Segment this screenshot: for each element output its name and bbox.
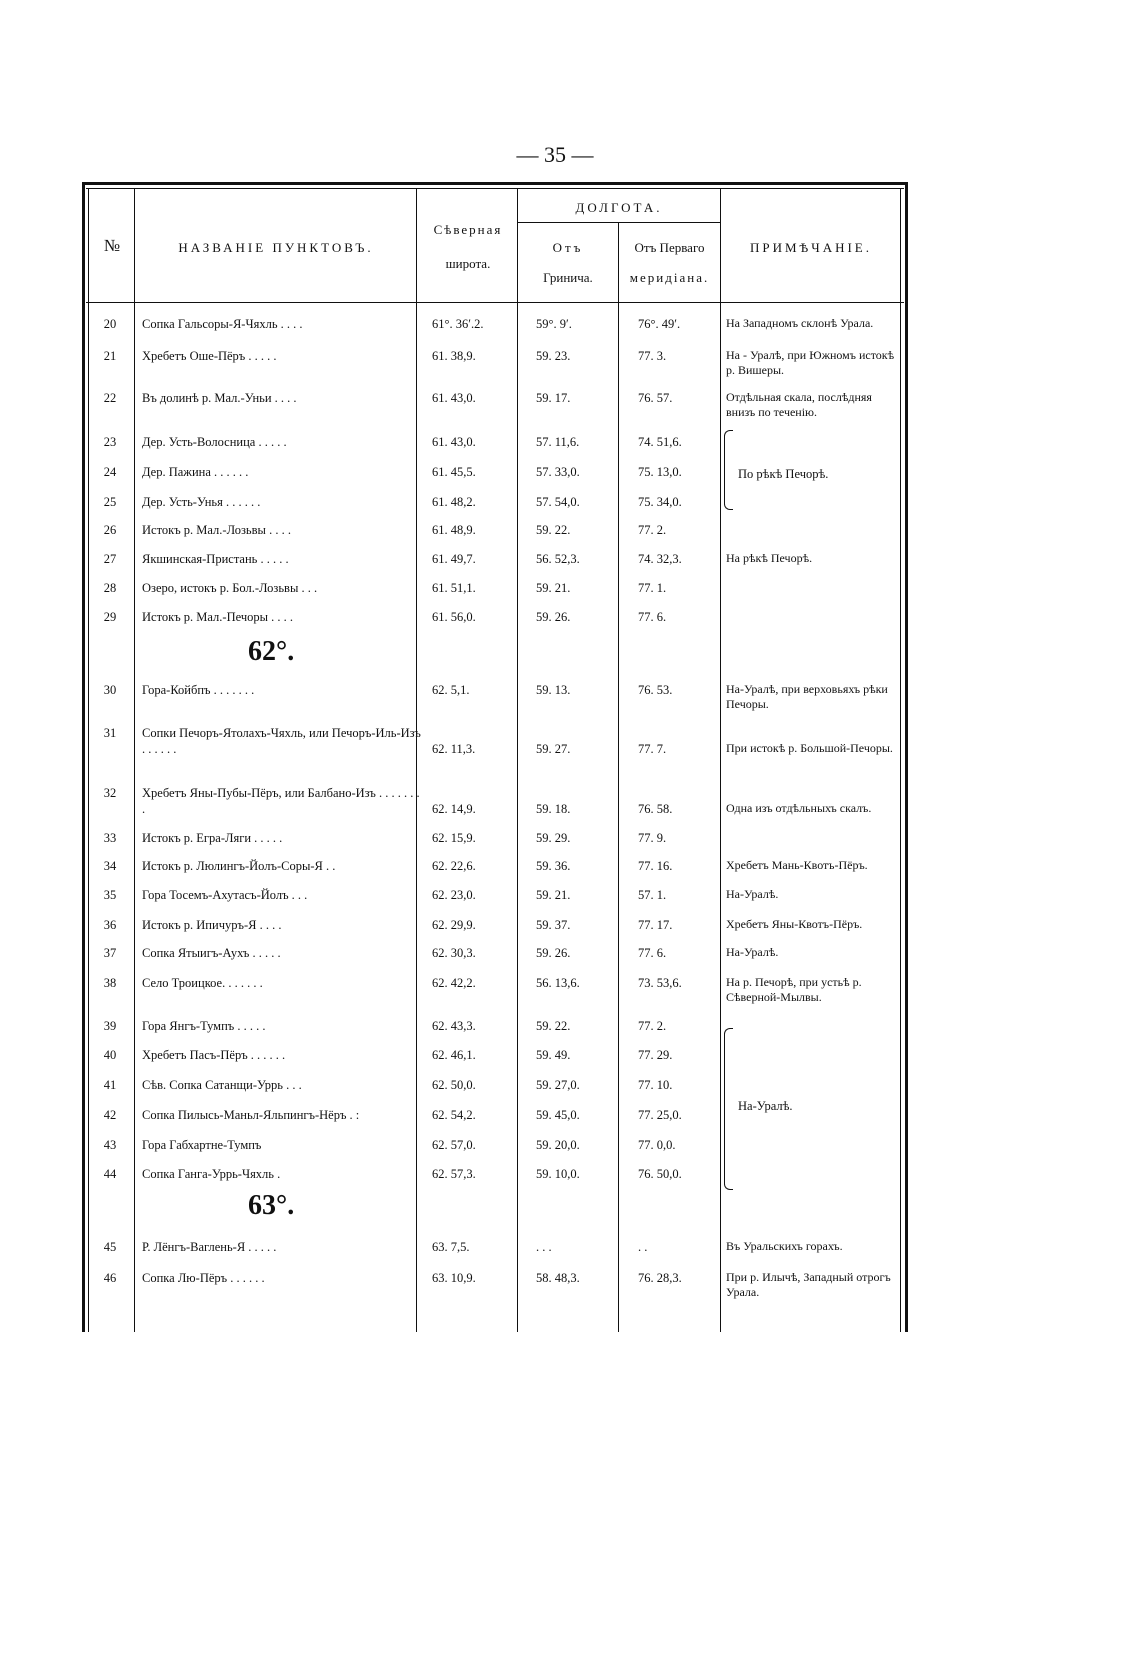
row-note: Хребетъ Яны-Квотъ-Пёръ. [726, 917, 863, 931]
degree-mark-62: 62°. [248, 636, 295, 667]
left-border-thick [82, 182, 85, 1332]
row-latitude: 62. 14,9. [432, 802, 476, 816]
row-long-ferro: 77. 7. [638, 742, 667, 756]
row-latitude: 62. 15,9. [432, 831, 476, 845]
left-border-thin [88, 188, 89, 1332]
row-latitude: 62. 57,0. [432, 1138, 476, 1152]
row-latitude: 62. 5,1. [432, 683, 470, 697]
brace-ural [724, 1028, 733, 1190]
row-long-ferro: 75. 13,0. [638, 465, 682, 479]
row-long-greenwich: 59. 36. [536, 859, 571, 873]
row-number: 27 [103, 552, 117, 566]
row-latitude: 62. 23,0. [432, 888, 476, 902]
row-note: На-Уралѣ, при верховьяхъ рѣки Печоры. [726, 682, 888, 711]
row-number: 29 [103, 610, 117, 624]
row-long-ferro: 77. 1. [638, 581, 667, 595]
row-long-ferro: 76. 57. [638, 391, 673, 405]
row-latitude: 62. 11,3. [432, 742, 476, 756]
row-number: 31 [103, 726, 117, 740]
row-long-ferro: 77. 10. [638, 1078, 673, 1092]
row-long-ferro: 77. 17. [638, 918, 673, 932]
row-long-greenwich: 59°. 9′. [536, 317, 572, 331]
row-long-ferro: 74. 32,3. [638, 552, 682, 566]
row-long-greenwich: 59. 21. [536, 581, 571, 595]
row-note: При р. Илычѣ, Западный отрогъ Урала. [726, 1270, 891, 1299]
row-long-greenwich: 59. 29. [536, 831, 571, 845]
row-latitude: 62. 46,1. [432, 1048, 476, 1062]
row-place-name: Хребетъ Оше-Пёръ . . . . . [142, 349, 277, 363]
row-long-greenwich: . . . [536, 1240, 552, 1254]
row-place-name: Село Троицкое. . . . . . . [142, 976, 263, 990]
row-place-name: Дер. Усть-Волосница . . . . . [142, 435, 287, 449]
row-note: На рѣкѣ Печорѣ. [726, 551, 813, 565]
row-place-name: Сопки Печоръ-Ятолахъ-Чяхль, или Печоръ-Иль-Изъ . . . . . . [142, 726, 421, 756]
row-latitude: 61. 38,9. [432, 349, 476, 363]
row-place-name: Озеро, истокъ р. Бол.-Лозьвы . . . [142, 581, 318, 595]
row-note: На-Уралѣ. [726, 945, 779, 959]
row-long-ferro: 77. 29. [638, 1048, 673, 1062]
row-place-name: Гора Янгъ-Тумпъ . . . . . [142, 1019, 266, 1033]
row-long-greenwich: 56. 13,6. [536, 976, 580, 990]
row-note: Одна изъ отдѣльныхъ скалъ. [726, 801, 872, 815]
row-note: На Западномъ склонѣ Урала. [726, 316, 874, 330]
row-place-name: Гора Габхартне-Тумпъ [142, 1138, 262, 1152]
row-place-name: Хребетъ Пасъ-Пёръ . . . . . . [142, 1048, 286, 1062]
row-number: 36 [103, 918, 117, 932]
brace-pechora [724, 430, 733, 510]
row-place-name: Гора Тосемъ-Ахутасъ-Йолъ . . . [142, 888, 308, 902]
row-place-name: Истокъ р. Мал.-Печоры . . . . [142, 610, 294, 624]
long-subheader-line [518, 222, 720, 223]
header-bottom-line [86, 302, 904, 303]
header-lat-1: Сѣверная [433, 222, 503, 237]
row-number: 25 [103, 495, 117, 509]
row-number: 35 [103, 888, 117, 902]
row-long-ferro: 75. 34,0. [638, 495, 682, 509]
row-place-name: Истокъ р. Егра-Ляги . . . . . [142, 831, 283, 845]
row-long-greenwich: 59. 21. [536, 888, 571, 902]
row-number: 43 [103, 1138, 117, 1152]
row-place-name: Сѣв. Сопка Сатанщи-Уррь . . . [142, 1078, 302, 1092]
row-place-name: Истокъ р. Люлингъ-Йолъ-Соры-Я . . [142, 859, 336, 873]
row-place-name: Гора-Койбпъ . . . . . . . [142, 683, 255, 697]
header-note: ПРИМѢЧАНІЕ. [749, 240, 873, 255]
row-number: 30 [103, 683, 117, 697]
row-place-name: Въ долинѣ р. Мал.-Уньи . . . . [142, 391, 297, 405]
right-border-thick [905, 182, 908, 1332]
row-note: На-Уралѣ. [726, 887, 779, 901]
row-latitude: 61. 48,9. [432, 523, 476, 537]
row-number: 32 [103, 786, 117, 800]
row-latitude: 62. 50,0. [432, 1078, 476, 1092]
header-name: НАЗВАНІЕ ПУНКТОВЪ. [178, 240, 374, 255]
row-latitude: 62. 57,3. [432, 1167, 476, 1181]
row-number: 20 [103, 317, 117, 331]
row-latitude: 62. 42,2. [432, 976, 476, 990]
row-long-greenwich: 56. 52,3. [536, 552, 580, 566]
row-number: 34 [103, 859, 117, 873]
row-latitude: 62. 22,6. [432, 859, 476, 873]
row-latitude: 62. 54,2. [432, 1108, 476, 1122]
table-top-border-thin [86, 188, 904, 189]
col-divider-5 [720, 188, 721, 1332]
row-long-ferro: 74. 51,6. [638, 435, 682, 449]
row-long-ferro: 77. 6. [638, 610, 667, 624]
row-long-greenwich: 59. 49. [536, 1048, 571, 1062]
header-green-2: Гринича. [543, 270, 593, 285]
row-number: 42 [103, 1108, 117, 1122]
row-long-ferro: 76. 53. [638, 683, 673, 697]
row-number: 22 [103, 391, 117, 405]
row-number: 33 [103, 831, 117, 845]
row-latitude: 63. 10,9. [432, 1271, 476, 1285]
row-number: 45 [103, 1240, 117, 1254]
row-latitude: 61. 49,7. [432, 552, 476, 566]
table-top-border [82, 182, 908, 185]
row-number: 26 [103, 523, 117, 537]
row-number: 39 [103, 1019, 117, 1033]
row-long-greenwich: 59. 10,0. [536, 1167, 580, 1181]
row-number: 37 [103, 946, 117, 960]
row-note: На р. Печорѣ, при устьѣ р. Сѣверной-Мылвы. [726, 975, 862, 1004]
row-place-name: Дер. Усть-Унья . . . . . . [142, 495, 261, 509]
row-long-ferro: 77. 6. [638, 946, 667, 960]
row-place-name: Р. Лёнгъ-Ваглень-Я . . . . . [142, 1240, 277, 1254]
row-long-greenwich: 59. 45,0. [536, 1108, 580, 1122]
header-ferro-2: меридіана. [629, 270, 710, 285]
row-place-name: Якшинская-Пристань . . . . . [142, 552, 289, 566]
row-long-ferro: 77. 0,0. [638, 1138, 676, 1152]
row-place-name: Сопка Ятыигъ-Аухъ . . . . . [142, 946, 281, 960]
row-long-greenwich: 59. 17. [536, 391, 571, 405]
row-long-greenwich: 59. 22. [536, 1019, 571, 1033]
row-place-name: Сопка Ганга-Уррь-Чяхль . [142, 1167, 281, 1181]
page-number: — 35 — [516, 142, 594, 167]
row-long-ferro: 77. 9. [638, 831, 667, 845]
row-place-name: Истокъ р. Ипичуръ-Я . . . . [142, 918, 282, 932]
col-divider-3 [517, 188, 518, 1332]
row-long-ferro: 77. 2. [638, 1019, 667, 1033]
row-long-ferro: 73. 53,6. [638, 976, 682, 990]
row-place-name: Сопка Пилысь-Маньл-Яльпингъ-Нёръ . : [142, 1108, 360, 1122]
row-latitude: 61. 43,0. [432, 391, 476, 405]
row-latitude: 61. 45,5. [432, 465, 476, 479]
row-number: 40 [103, 1048, 117, 1062]
row-long-ferro: 77. 16. [638, 859, 673, 873]
row-long-greenwich: 58. 48,3. [536, 1271, 580, 1285]
row-long-greenwich: 59. 27. [536, 742, 571, 756]
row-place-name: Сопка Лю-Пёръ . . . . . . [142, 1271, 265, 1285]
row-note: Хребетъ Мань-Квотъ-Пёръ. [726, 858, 868, 872]
row-latitude: 61. 43,0. [432, 435, 476, 449]
row-long-greenwich: 59. 23. [536, 349, 571, 363]
row-long-ferro: 77. 2. [638, 523, 667, 537]
row-long-greenwich: 59. 26. [536, 610, 571, 624]
header-no: № [103, 236, 121, 255]
row-note: На - Уралѣ, при Южномъ истокѣ р. Вишеры. [726, 348, 895, 377]
row-latitude: 61. 48,2. [432, 495, 476, 509]
row-long-greenwich: 57. 54,0. [536, 495, 580, 509]
header-ferro-1: Отъ Перваго [634, 240, 705, 255]
row-note: Въ Уральскихъ горахъ. [726, 1239, 843, 1253]
row-number: 28 [103, 581, 117, 595]
header-lat-2: широта. [445, 256, 491, 271]
header-green-1: Отъ [552, 240, 584, 255]
row-long-ferro: . . [638, 1240, 648, 1254]
row-long-greenwich: 59. 20,0. [536, 1138, 580, 1152]
row-number: 23 [103, 435, 117, 449]
row-latitude: 61. 56,0. [432, 610, 476, 624]
row-long-greenwich: 59. 13. [536, 683, 571, 697]
row-long-ferro: 76. 58. [638, 802, 673, 816]
row-latitude: 61°. 36′.2. [432, 317, 484, 331]
row-place-name: Сопка Гальсоры-Я-Чяхль . . . . [142, 317, 303, 331]
row-latitude: 62. 30,3. [432, 946, 476, 960]
row-long-greenwich: 57. 33,0. [536, 465, 580, 479]
row-place-name: Истокъ р. Мал.-Лозьвы . . . . [142, 523, 291, 537]
row-long-greenwich: 57. 11,6. [536, 435, 580, 449]
row-number: 46 [103, 1271, 117, 1285]
group-note-pechora: По рѣкѣ Печорѣ. [738, 467, 829, 481]
row-number: 38 [103, 976, 117, 990]
row-long-ferro: 77. 3. [638, 349, 667, 363]
row-long-greenwich: 59. 22. [536, 523, 571, 537]
row-note: Отдѣльная скала, послѣдняя внизъ по теченію. [726, 390, 872, 419]
row-place-name: Хребетъ Яны-Пубы-Пёръ, или Балбано-Изъ . . . . . . . . [142, 786, 420, 816]
header-long: ДОЛГОТА. [575, 200, 663, 215]
group-note-ural: На-Уралѣ. [738, 1099, 793, 1113]
row-number: 21 [103, 349, 117, 363]
row-number: 41 [103, 1078, 117, 1092]
row-latitude: 62. 29,9. [432, 918, 476, 932]
row-long-ferro: 57. 1. [638, 888, 667, 902]
row-number: 44 [103, 1167, 117, 1181]
row-long-greenwich: 59. 37. [536, 918, 571, 932]
row-latitude: 61. 51,1. [432, 581, 476, 595]
row-long-greenwich: 59. 26. [536, 946, 571, 960]
row-long-ferro: 76. 50,0. [638, 1167, 682, 1181]
row-long-ferro: 76°. 49′. [638, 317, 681, 331]
row-note: При истокѣ р. Большой-Печоры. [726, 741, 893, 755]
col-divider-1 [134, 188, 135, 1332]
row-long-greenwich: 59. 27,0. [536, 1078, 580, 1092]
row-long-ferro: 77. 25,0. [638, 1108, 682, 1122]
row-number: 24 [103, 465, 117, 479]
row-latitude: 62. 43,3. [432, 1019, 476, 1033]
row-long-greenwich: 59. 18. [536, 802, 571, 816]
degree-mark-63: 63°. [248, 1190, 295, 1221]
col-divider-4 [618, 222, 619, 1332]
row-long-ferro: 76. 28,3. [638, 1271, 682, 1285]
row-latitude: 63. 7,5. [432, 1240, 470, 1254]
row-place-name: Дер. Пажина . . . . . . [142, 465, 249, 479]
